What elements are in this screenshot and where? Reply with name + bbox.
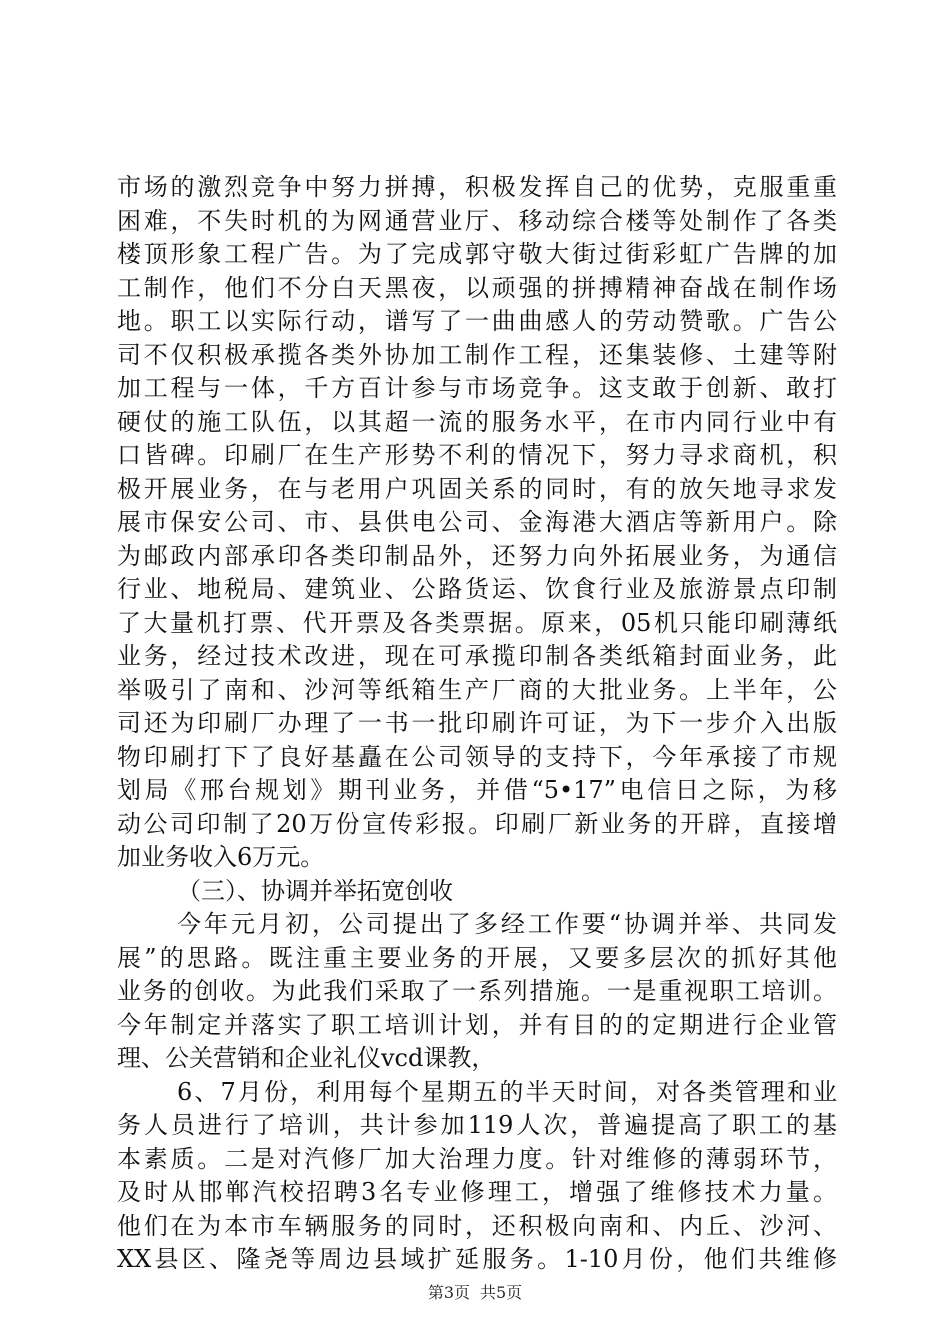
page-total: 共5页 [480, 1283, 523, 1302]
text-line: 举吸引了南和、沙河等纸箱生产厂商的大批业务。上半年，公 [117, 675, 837, 704]
text-line: 业务的创收。为此我们采取了一系列措施。一是重视职工培训。 [117, 977, 837, 1005]
text-line: 物印刷打下了良好基矗在公司领导的支持下，今年承接了市规 [117, 742, 837, 771]
text-line: 展市保安公司、市、县供电公司、金海港大酒店等新用户。除 [117, 508, 837, 536]
text-line: 口皆碑。印刷厂在生产形势不利的情况下，努力寻求商机，积 [117, 441, 837, 469]
text-line: 划局《邢台规划》期刊业务，并借“5•17”电信日之际，为移 [117, 776, 837, 804]
text-line: XX县区、隆尧等周边县域扩延服务。1-10月份，他们共维修 [117, 1245, 837, 1273]
document-body [117, 171, 837, 1277]
text-line: 业务，经过技术改进，现在可承揽印制各类纸箱封面业务，此 [117, 642, 837, 670]
text-line: 市场的激烈竞争中努力拼搏，积极发挥自己的优势，克服重重 [117, 173, 837, 201]
page-footer [0, 1283, 950, 1303]
text-line: 工制作，他们不分白天黑夜，以顽强的拼搏精神奋战在制作场 [117, 273, 837, 302]
text-line: 展”的思路。既注重主要业务的开展，又要多层次的抓好其他 [117, 943, 837, 972]
text-line: 本素质。二是对汽修厂加大治理力度。针对维修的薄弱环节， [117, 1144, 837, 1173]
text-line: 司还为印刷厂办理了一书一批印刷许可证，为下一步介入出版 [117, 709, 837, 737]
text-line: 理、公关营销和企业礼仪vcd课教， [117, 1044, 496, 1072]
page-number: 第3页 [427, 1283, 470, 1302]
text-line: 楼顶形象工程广告。为了完成郭守敬大街过街彩虹广告牌的加 [117, 240, 837, 268]
text-line: 加工程与一体，千方百计参与市场竞争。这支敢于创新、敢打 [117, 374, 837, 402]
text-line: 硬仗的施工队伍，以其超一流的服务水平，在市内同行业中有 [117, 407, 837, 436]
text-line: 务人员进行了培训，共计参加119人次，普遍提高了职工的基 [117, 1111, 837, 1139]
text-line: 为邮政内部承印各类印制品外，还努力向外拓展业务，为通信 [117, 541, 837, 570]
text-line: 及时从邯郸汽校招聘3名专业修理工，增强了维修技术力量。 [117, 1178, 837, 1206]
text-line: 困难，不失时机的为网通营业厅、移动综合楼等处制作了各类 [117, 206, 837, 235]
text-line: 他们在为本市车辆服务的同时，还积极向南和、内丘、沙河、 [117, 1211, 837, 1240]
text-line: 地。职工以实际行动，谱写了一曲曲感人的劳动赞歌。广告公 [117, 307, 837, 335]
text-line: 今年元月初，公司提出了多经工作要“协调并举、共同发 [177, 910, 837, 938]
section-heading: （三）、协调并举拓宽创收 [177, 876, 453, 905]
text-line: 6、7月份，利用每个星期五的半天时间，对各类管理和业 [177, 1077, 837, 1106]
text-line: 极开展业务，在与老用户巩固关系的同时，有的放矢地寻求发 [117, 474, 837, 503]
text-line: 行业、地税局、建筑业、公路货运、饮食行业及旅游景点印制 [117, 575, 837, 603]
text-line: 司不仅积极承揽各类外协加工制作工程，还集装修、土建等附 [117, 340, 837, 369]
text-line: 加业务收入6万元。 [117, 843, 325, 871]
text-line: 了大量机打票、代开票及各类票据。原来，05机只能印刷薄纸 [117, 608, 837, 637]
text-line: 动公司印制了20万份宣传彩报。印刷厂新业务的开辟，直接增 [117, 809, 837, 838]
text-line: 今年制定并落实了职工培训计划，并有目的的定期进行企业管 [117, 1010, 837, 1039]
